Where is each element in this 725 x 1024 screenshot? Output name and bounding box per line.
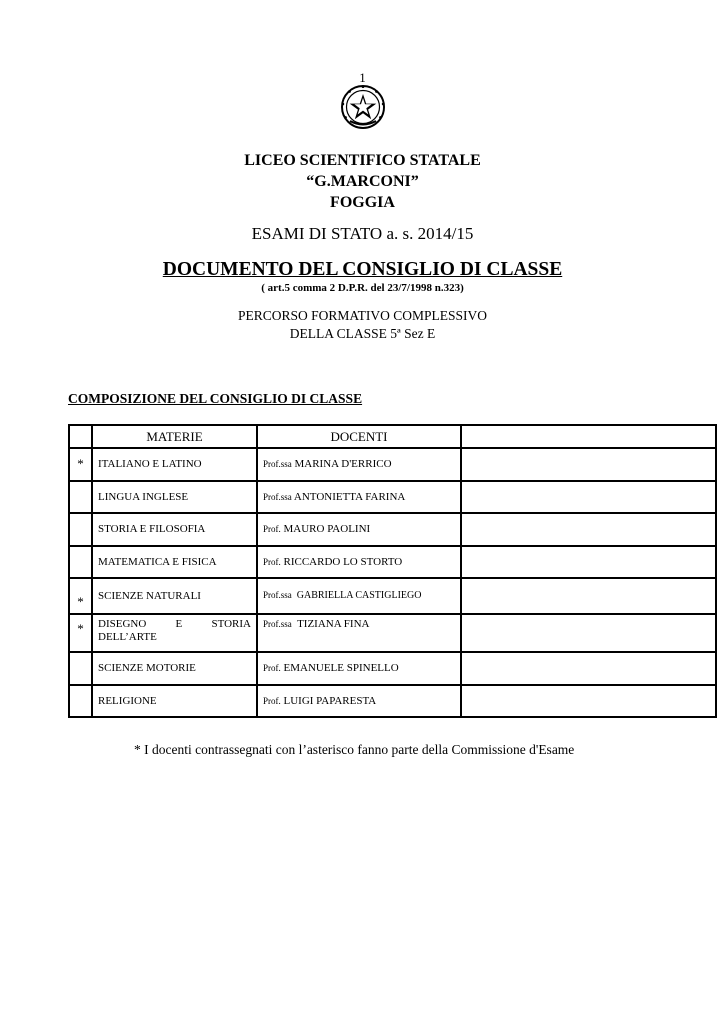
teacher-name: MARINA D'ERRICO <box>294 458 392 471</box>
teacher-title: Prof. <box>263 524 281 535</box>
section-title: COMPOSIZIONE DEL CONSIGLIO DI CLASSE <box>68 391 363 406</box>
table-row <box>69 578 716 614</box>
teacher-name: RICCARDO LO STORTO <box>283 555 403 568</box>
teacher-title: Prof. <box>263 695 281 706</box>
teacher-name: MAURO PAOLINI <box>283 523 371 536</box>
commission-star <box>69 481 92 514</box>
teacher-title: Prof.ssa <box>263 459 292 470</box>
subject-cell: SCIENZE NATURALI <box>92 578 257 614</box>
teacher-title: Prof.ssa <box>263 618 292 629</box>
teacher-title: Prof.ssa <box>263 590 292 601</box>
document-title: DOCUMENTO DEL CONSIGLIO DI CLASSE <box>162 259 563 280</box>
extra-cell <box>461 448 716 481</box>
subject-cell: ITALIANO E LATINO <box>92 448 257 481</box>
commission-star <box>69 685 92 718</box>
commission-star <box>69 652 92 685</box>
table-row <box>69 481 716 514</box>
commission-star <box>69 546 92 579</box>
table-row <box>69 448 716 481</box>
table-row <box>69 614 716 653</box>
teacher-cell <box>257 546 461 579</box>
table-row <box>69 546 716 579</box>
commission-star <box>69 513 92 546</box>
school-name: LICEO SCIENTIFICO STATALE <box>244 152 481 169</box>
teacher-cell <box>257 685 461 718</box>
teacher-name: GABRIELLA CASTIGLIEGO <box>296 590 422 602</box>
table-row <box>69 513 716 546</box>
teacher-name: LUIGI PAPARESTA <box>283 694 377 707</box>
commission-star: * <box>69 448 92 481</box>
extra-cell <box>461 546 716 579</box>
footnote: * I docenti contrassegnati con l’asterisco fanno parte della Commissione d'Esame <box>134 742 575 757</box>
school-city: FOGGIA <box>330 194 395 211</box>
header-star-cell <box>69 425 92 448</box>
teacher-cell <box>257 614 461 653</box>
teacher-cell <box>257 578 461 614</box>
teacher-cell <box>257 652 461 685</box>
teacher-name: TIZIANA FINA <box>297 617 370 630</box>
extra-cell <box>461 685 716 718</box>
subject-cell: RELIGIONE <box>92 685 257 718</box>
commission-star: * <box>69 614 92 653</box>
exam-title: ESAMI DI STATO a. s. 2014/15 <box>251 224 474 243</box>
teacher-name: ANTONIETTA FARINA <box>293 490 406 503</box>
teacher-cell <box>257 481 461 514</box>
teacher-name: EMANUELE SPINELLO <box>283 662 399 675</box>
course-line-2: DELLA CLASSE 5ª Sez E <box>289 326 436 341</box>
page-number: 1 <box>359 70 366 85</box>
school-quoted-name: “G.MARCONI” <box>306 173 419 190</box>
subject-cell: MATEMATICA E FISICA <box>92 546 257 579</box>
course-line-1: PERCORSO FORMATIVO COMPLESSIVO <box>237 308 488 323</box>
italian-republic-emblem-icon <box>340 84 386 130</box>
council-table <box>68 424 717 718</box>
document-reference: ( art.5 comma 2 D.P.R. del 23/7/1998 n.323) <box>261 282 464 294</box>
extra-cell <box>461 481 716 514</box>
header-extra <box>461 425 716 448</box>
header-teacher: DOCENTI <box>257 425 461 448</box>
table-header-row <box>69 425 716 448</box>
teacher-title: Prof.ssa <box>263 491 292 502</box>
table-row <box>69 685 716 718</box>
extra-cell <box>461 614 716 653</box>
extra-cell <box>461 513 716 546</box>
teacher-title: Prof. <box>263 556 281 567</box>
subject-cell: STORIA E FILOSOFIA <box>92 513 257 546</box>
table-row <box>69 652 716 685</box>
subject-cell: LINGUA INGLESE <box>92 481 257 514</box>
teacher-cell <box>257 448 461 481</box>
extra-cell <box>461 652 716 685</box>
header-subject: MATERIE <box>92 425 257 448</box>
extra-cell <box>461 578 716 614</box>
commission-star: * <box>69 578 92 614</box>
teacher-title: Prof. <box>263 663 281 674</box>
subject-cell: SCIENZE MOTORIE <box>92 652 257 685</box>
teacher-cell <box>257 513 461 546</box>
subject-cell: DISEGNO E STORIA DELL’ARTE <box>92 614 257 653</box>
